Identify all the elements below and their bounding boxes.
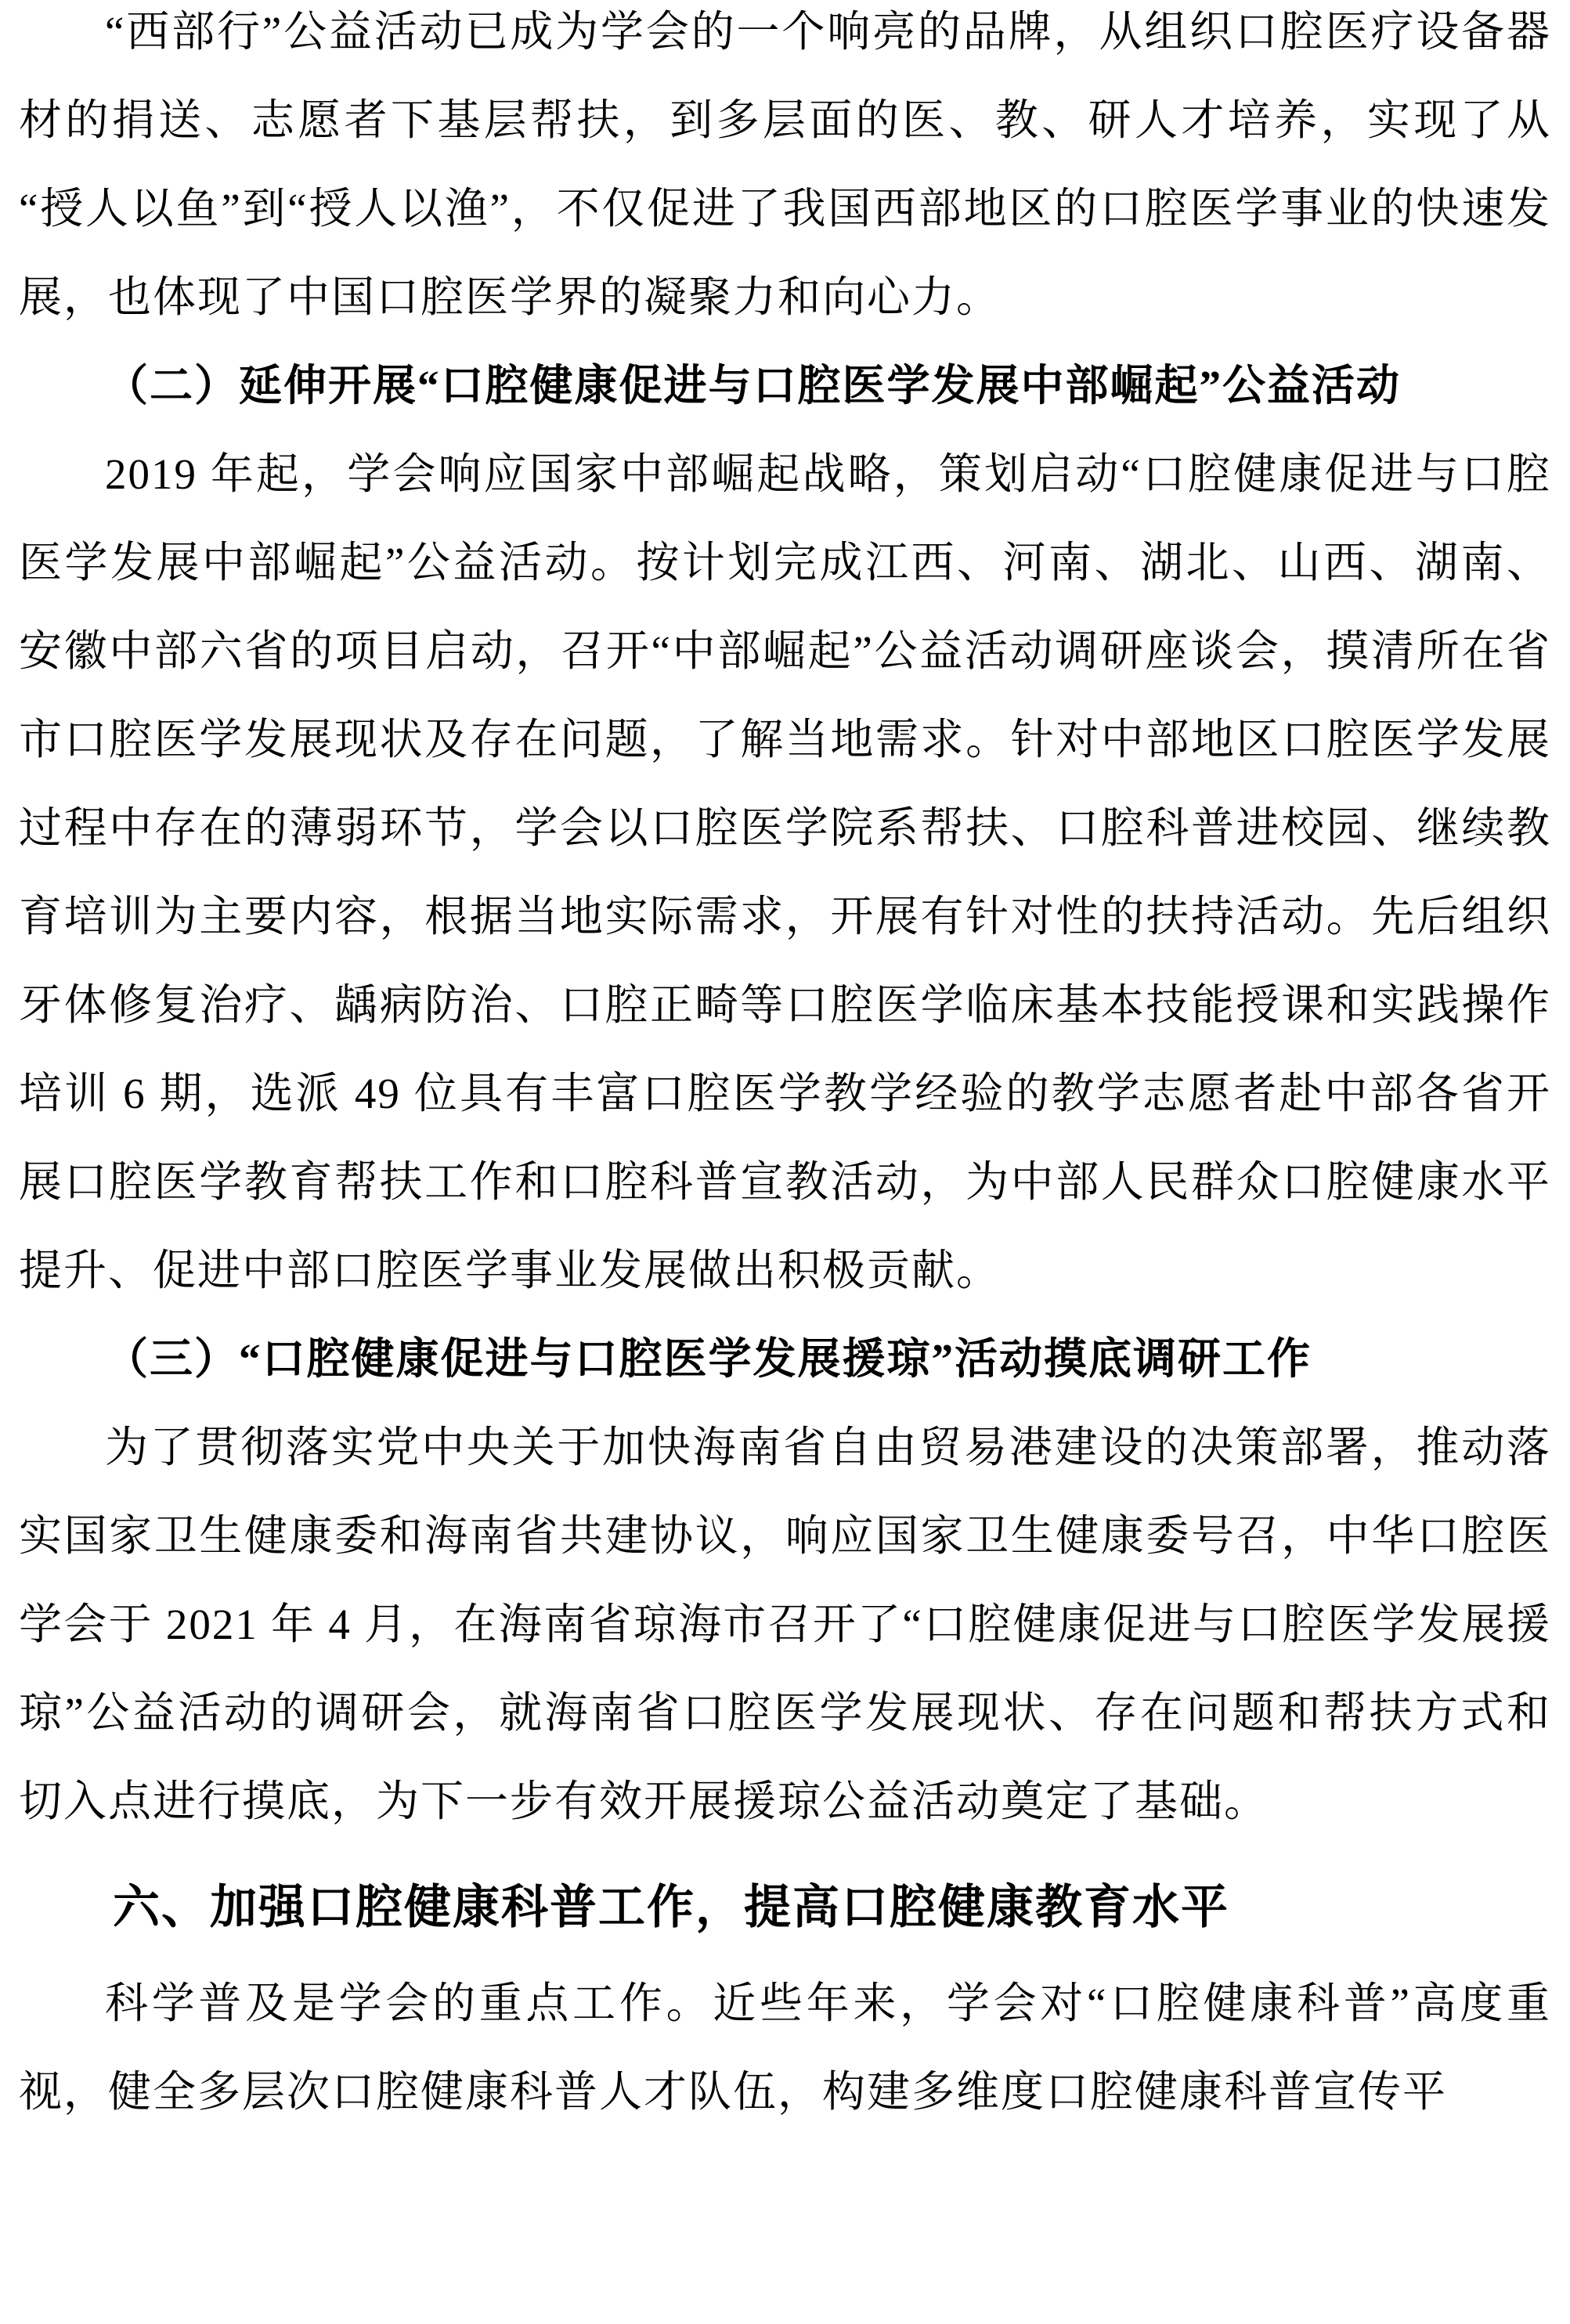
paragraph-science-popularization: 科学普及是学会的重点工作。近些年来，学会对“口腔健康科普”高度重视，健全多层次口腔健康科普人才队伍，构建多维度口腔健康科普宣传平 [19, 1979, 1551, 2116]
paragraph-central-rise-program: 2019 年起，学会响应国家中部崛起战略，策划启动“口腔健康促进与口腔医学发展中部崛起”公益活动。按计划完成江西、河南、湖北、山西、湖南、安徽中部六省的项目启动，召开“中部崛起”公益活动调研座谈会，摸清所在省市口腔医学发展现状及存在问题，了解当地需求。针对中部地区口腔医学发展过程中存在的薄弱环节，学会以口腔医学院系帮扶、口腔科普进校园、继续教育培训为主要内容，根据当地实际需求，开展有针对性的扶持活动。先后组织牙体修复治疗、龋病防治、口腔正畸等口腔医学临床基本技能授课和实践操作培训 6 期，选派 49 位具有丰富口腔医学教学经验的教学志愿者赴中部各省开展口腔医学教育帮扶工作和口腔科普宣教活动，为中部人民群众口腔健康水平提升、促进中部口腔医学事业发展做出积极贡献。 [19, 450, 1551, 1294]
heading-section-6-science-popularization: 六、加强口腔健康科普工作，提高口腔健康教育水平 [113, 1881, 1229, 1933]
heading-section-3-hainan-aid: （三）“口腔健康促进与口腔医学发展援琼”活动摸底调研工作 [105, 1335, 1312, 1383]
heading-section-2-central-rise: （二）延伸开展“口腔健康促进与口腔医学发展中部崛起”公益活动 [105, 362, 1402, 410]
paragraph-west-program: “西部行”公益活动已成为学会的一个响亮的品牌，从组织口腔医疗设备器材的捐送、志愿者下基层帮扶，到多层面的医、教、研人才培养，实现了从“授人以鱼”到“授人以渔”，不仅促进了我国西部地区的口腔医学事业的快速发展，也体现了中国口腔医学界的凝聚力和向心力。 [19, 8, 1551, 321]
paragraph-hainan-research: 为了贯彻落实党中央关于加快海南省自由贸易港建设的决策部署，推动落实国家卫生健康委和海南省共建协议，响应国家卫生健康委号召，中华口腔医学会于 2021 年 4 月，在海南省琼海市召开了“口腔健康促进与口腔医学发展援琼”公益活动的调研会，就海南省口腔医学发展现状、存在问题和帮扶方式和切入点进行摸底，为下一步有效开展援琼公益活动奠定了基础。 [19, 1424, 1551, 1825]
document-content [19, 0, 1551, 2136]
